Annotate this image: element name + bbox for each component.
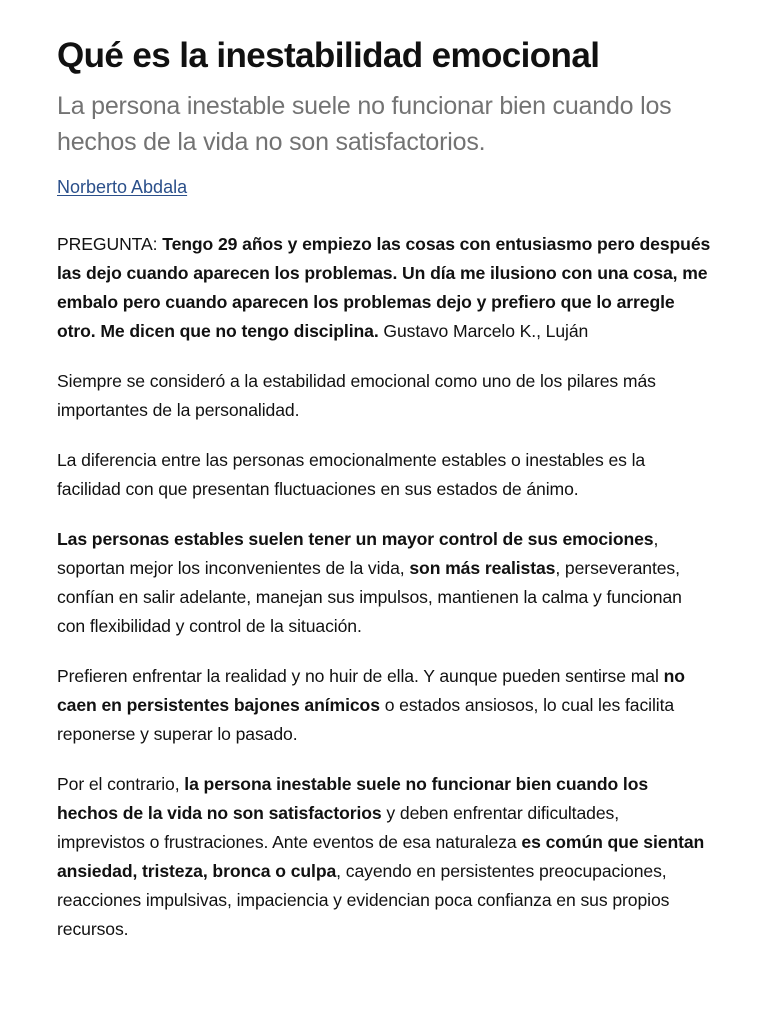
paragraph-stable-people — [57, 525, 711, 641]
paragraph-stability: Siempre se consideró a la estabilidad emocional como uno de los pilares más importantes de la personalidad. — [57, 371, 656, 420]
body-text: , perseverantes, confían en salir adelante, manejan sus impulsos, mantienen la calma y funcionan con flexibilidad y control de la situación. — [57, 558, 682, 636]
body-text: y deben enfrentar dificultades, imprevistos o frustraciones. Ante eventos de esa naturaleza — [57, 803, 620, 852]
article-subtitle: La persona inestable suele no funcionar bien cuando los hechos de la vida no son satisfactorios. — [57, 92, 672, 156]
body-text: o estados ansiosos, lo cual les facilita reponerse y superar lo pasado. — [57, 695, 675, 744]
bold-text: Las personas estables suelen tener un mayor control de sus emociones — [57, 529, 654, 549]
question-text: Tengo 29 años y empiezo las cosas con entusiasmo pero después las dejo cuando aparecen los problemas. Un día me ilusiono con una cosa, me embalo pero cuando aparecen los problemas dejo y prefiero que lo arregle otro. Me dicen que no tengo disciplina. — [57, 234, 711, 341]
paragraph-difference: La diferencia entre las personas emocionalmente estables o inestables es la facilidad con que presentan fluctuaciones en sus estados de ánimo. — [57, 450, 646, 499]
question-signature: Gustavo Marcelo K., Luján — [378, 321, 589, 341]
question-paragraph — [57, 230, 711, 346]
body-text: Por el contrario, — [57, 774, 185, 794]
article-body — [57, 230, 711, 944]
question-label: PREGUNTA: — [57, 234, 163, 254]
body-text: , soportan mejor los inconvenientes de la vida, — [57, 529, 659, 578]
paragraph-unstable-person — [57, 770, 711, 944]
paragraph-face-reality — [57, 662, 711, 749]
bold-text: son más realistas — [409, 558, 556, 578]
body-text: Prefieren enfrentar la realidad y no huir de ella. Y aunque pueden sentirse mal — [57, 666, 664, 686]
body-text: , cayendo en persistentes preocupaciones, reacciones impulsivas, impaciencia y evidencian poca confianza en sus propios recursos. — [57, 861, 670, 939]
bold-text: la persona inestable suele no funcionar bien cuando los hechos de la vida no son satisfactorios — [57, 774, 649, 823]
bold-text: no caen en persistentes bajones anímicos — [57, 666, 685, 715]
bold-text: es común que sientan ansiedad, tristeza, bronca o culpa — [57, 832, 705, 881]
author-link[interactable]: Norberto Abdala — [57, 177, 188, 197]
article-title: Qué es la inestabilidad emocional — [57, 36, 600, 75]
